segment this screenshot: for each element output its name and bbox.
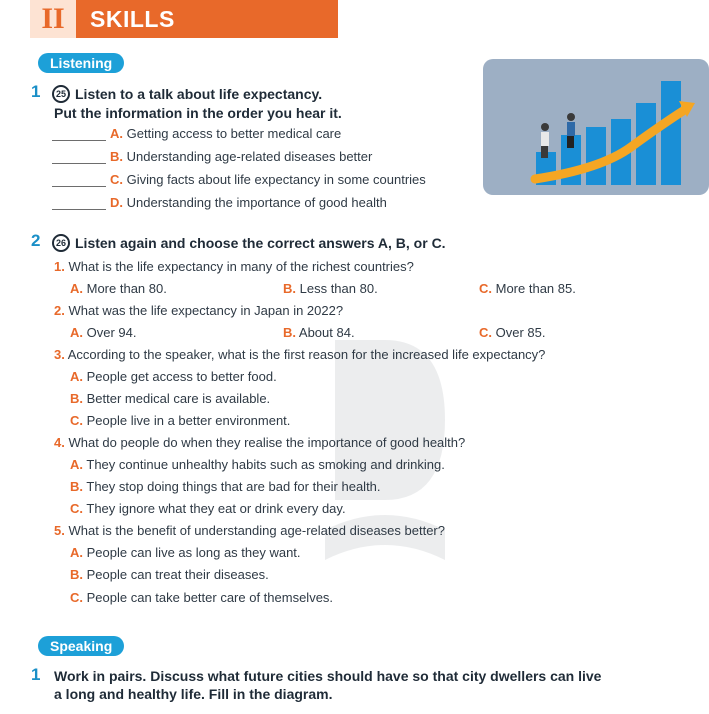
q2-option-c-letter: C.	[479, 325, 492, 340]
answer-blank-a[interactable]	[52, 140, 106, 141]
speaking-instruction-line1: Work in pairs. Discuss what future cities should have so that city dwellers can live	[54, 668, 602, 684]
ex1-item-b-text: Understanding age-related diseases better	[126, 149, 373, 164]
answer-blank-d[interactable]	[52, 209, 106, 210]
question-3-number: 3.	[54, 347, 65, 362]
q4-option-a-letter: A.	[70, 457, 83, 472]
q4-option-c-letter: C.	[70, 501, 83, 516]
q5-option-c[interactable]	[70, 590, 333, 605]
q2-option-a[interactable]	[70, 325, 136, 340]
question-1-number: 1.	[54, 259, 65, 274]
q3-option-a-letter: A.	[70, 369, 83, 384]
elder-2-legs	[567, 136, 574, 148]
speaking-instruction-line2: a long and healthy life. Fill in the diagram.	[54, 686, 333, 702]
ex1-item-a-letter: A.	[110, 126, 123, 141]
speaking-label: Speaking	[38, 636, 124, 656]
exercise-2-number: 2	[31, 231, 41, 250]
answer-blank-b[interactable]	[52, 163, 106, 164]
audio-track-25-icon[interactable]	[52, 85, 70, 103]
answer-blank-c[interactable]	[52, 186, 106, 187]
question-1-text: What is the life expectancy in many of the richest countries?	[68, 259, 414, 274]
q2-option-b[interactable]	[283, 325, 355, 340]
q5-option-b-text: People can treat their diseases.	[86, 567, 269, 582]
audio-track-25-number: 25	[55, 89, 66, 99]
section-number: II	[30, 0, 76, 38]
ex1-item-d-letter: D.	[110, 195, 123, 210]
elder-1-body	[541, 132, 549, 146]
elder-1-legs	[541, 146, 548, 158]
question-2-text: What was the life expectancy in Japan in 2022?	[68, 303, 344, 318]
q3-option-c-text: People live in a better environment.	[86, 413, 291, 428]
q5-option-a-text: People can live as long as they want.	[86, 545, 301, 560]
listening-label: Listening	[38, 53, 124, 73]
exercise-1-number: 1	[31, 82, 41, 101]
q3-option-c[interactable]	[70, 413, 290, 428]
speaking-exercise-1-number: 1	[31, 665, 41, 684]
elder-2-head	[567, 113, 575, 121]
elder-2-body	[567, 122, 575, 136]
question-3-text: According to the speaker, what is the first reason for the increased life expectancy?	[67, 347, 546, 362]
q1-option-a-text: More than 80.	[86, 281, 167, 296]
ex1-item-d	[110, 195, 387, 210]
q4-option-b[interactable]	[70, 479, 381, 494]
exercise-1-instruction-line1: Listen to a talk about life expectancy.	[75, 86, 323, 102]
q2-option-b-letter: B.	[283, 325, 296, 340]
question-5-number: 5.	[54, 523, 65, 538]
q2-option-a-text: Over 94.	[86, 325, 137, 340]
q5-option-a[interactable]	[70, 545, 301, 560]
q3-option-b-letter: B.	[70, 391, 83, 406]
q1-option-a-letter: A.	[70, 281, 83, 296]
q4-option-c[interactable]	[70, 501, 346, 516]
watermark-logo	[315, 330, 455, 580]
q1-option-c-text: More than 85.	[495, 281, 576, 296]
exercise-1-instruction-line2: Put the information in the order you hear it.	[54, 105, 342, 121]
q2-option-a-letter: A.	[70, 325, 83, 340]
audio-track-26-icon[interactable]	[52, 234, 70, 252]
question-4-number: 4.	[54, 435, 65, 450]
q4-option-a-text: They continue unhealthy habits such as smoking and drinking.	[86, 457, 445, 472]
bar-3	[586, 127, 606, 185]
q3-option-a-text: People get access to better food.	[86, 369, 277, 384]
q2-option-c[interactable]	[479, 325, 545, 340]
question-4	[54, 435, 465, 450]
elder-1-head	[541, 123, 549, 131]
q5-option-c-text: People can take better care of themselves.	[86, 590, 334, 605]
q4-option-a[interactable]	[70, 457, 445, 472]
q4-option-b-text: They stop doing things that are bad for their health.	[86, 479, 381, 494]
q1-option-b-letter: B.	[283, 281, 296, 296]
q5-option-c-letter: C.	[70, 590, 83, 605]
q3-option-c-letter: C.	[70, 413, 83, 428]
ex1-item-b	[110, 149, 372, 164]
ex1-item-d-text: Understanding the importance of good health	[126, 195, 387, 210]
question-5	[54, 523, 445, 538]
q1-option-c[interactable]	[479, 281, 576, 296]
q4-option-c-text: They ignore what they eat or drink every day.	[86, 501, 346, 516]
section-header	[30, 0, 338, 38]
life-expectancy-illustration	[481, 57, 709, 197]
ex1-item-c-text: Giving facts about life expectancy in some countries	[126, 172, 426, 187]
q4-option-b-letter: B.	[70, 479, 83, 494]
q2-option-b-text: About 84.	[298, 325, 355, 340]
ex1-item-c-letter: C.	[110, 172, 123, 187]
q1-option-b-text: Less than 80.	[299, 281, 378, 296]
question-4-text: What do people do when they realise the importance of good health?	[68, 435, 466, 450]
question-2	[54, 303, 343, 318]
question-1	[54, 259, 414, 274]
q5-option-a-letter: A.	[70, 545, 83, 560]
ex1-item-b-letter: B.	[110, 149, 123, 164]
q5-option-b-letter: B.	[70, 567, 83, 582]
bar-6	[661, 81, 681, 185]
q3-option-a[interactable]	[70, 369, 277, 384]
q1-option-b[interactable]	[283, 281, 378, 296]
q3-option-b-text: Better medical care is available.	[86, 391, 271, 406]
q1-option-a[interactable]	[70, 281, 167, 296]
q1-option-c-letter: C.	[479, 281, 492, 296]
question-2-number: 2.	[54, 303, 65, 318]
q2-option-c-text: Over 85.	[495, 325, 546, 340]
ex1-item-a-text: Getting access to better medical care	[126, 126, 342, 141]
q3-option-b[interactable]	[70, 391, 270, 406]
audio-track-26-number: 26	[55, 238, 66, 248]
ex1-item-a	[110, 126, 341, 141]
q5-option-b[interactable]	[70, 567, 269, 582]
ex1-item-c	[110, 172, 426, 187]
question-3	[54, 347, 545, 362]
section-title: SKILLS	[76, 0, 338, 38]
exercise-2-instruction: Listen again and choose the correct answers A, B, or C.	[75, 235, 446, 251]
watermark-letter-shape	[335, 340, 445, 500]
question-5-text: What is the benefit of understanding age-related diseases better?	[68, 523, 445, 538]
